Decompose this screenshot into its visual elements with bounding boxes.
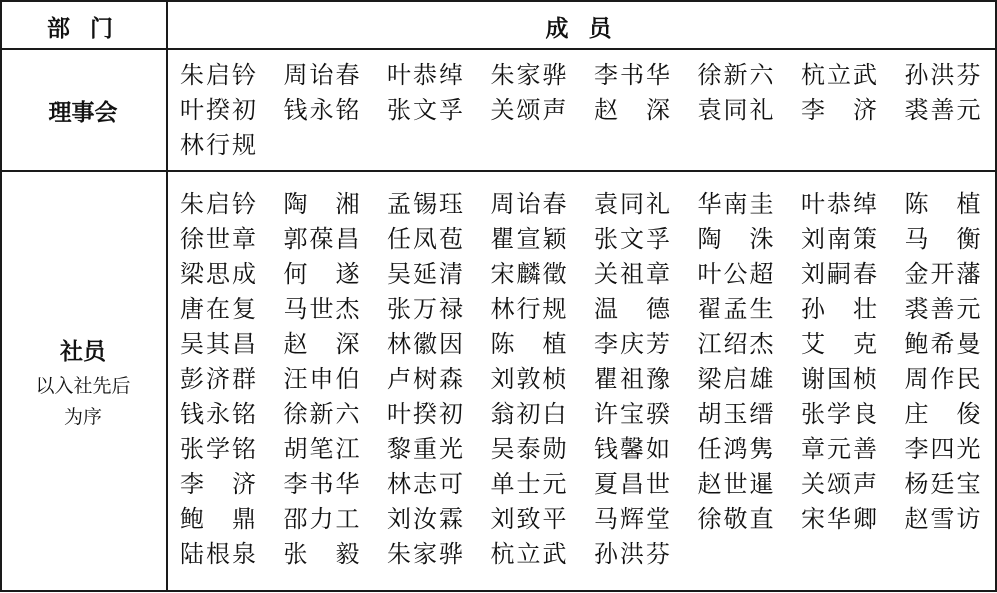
member-name: 钱馨如	[594, 435, 670, 463]
member-name: 李书华	[594, 61, 670, 89]
member-name: 吴泰勋	[490, 435, 567, 463]
member-name: 刘汝霖	[387, 505, 463, 533]
member-name: 汪申伯	[283, 365, 360, 393]
member-name: 刘致平	[490, 505, 567, 533]
member-name: 林行规	[180, 131, 256, 159]
border-bottom	[0, 590, 997, 592]
member-name: 刘敦桢	[490, 365, 567, 393]
society-order-note-1: 以入社先后	[35, 375, 131, 397]
member-name: 陶 洙	[697, 225, 774, 253]
member-name: 鲍希曼	[904, 330, 981, 358]
member-name: 金开藩	[904, 260, 981, 288]
member-name: 温 德	[594, 295, 670, 323]
member-name: 孙 壮	[801, 295, 877, 323]
member-name: 夏昌世	[594, 470, 670, 498]
member-name: 彭济群	[180, 365, 256, 393]
council-names	[180, 58, 997, 163]
member-name: 邵力工	[283, 505, 360, 533]
member-name: 徐世章	[180, 225, 256, 253]
member-name: 许宝骙	[594, 400, 670, 428]
member-name: 林行规	[490, 295, 567, 323]
member-name: 孙洪芬	[904, 61, 981, 89]
member-name: 李 济	[801, 96, 877, 124]
member-name: 胡笔江	[283, 435, 360, 463]
member-name: 谢国桢	[801, 365, 877, 393]
member-name: 李 济	[180, 470, 256, 498]
member-name: 朱启钤	[180, 190, 256, 218]
column-divider	[166, 0, 168, 592]
member-name: 任鸿隽	[697, 435, 774, 463]
member-name: 江绍杰	[697, 330, 774, 358]
member-name: 黎重光	[387, 435, 463, 463]
member-name: 陈 植	[490, 330, 567, 358]
member-name: 叶公超	[697, 260, 774, 288]
member-name: 林徽因	[387, 330, 463, 358]
member-name: 刘南策	[801, 225, 877, 253]
row-divider-council	[0, 170, 997, 172]
member-name: 关祖章	[594, 260, 670, 288]
member-name: 艾 克	[801, 330, 877, 358]
member-name: 杨廷宝	[904, 470, 981, 498]
header-dept: 部 门	[46, 16, 119, 42]
member-name: 杭立武	[801, 61, 877, 89]
member-name: 赵世暹	[697, 470, 774, 498]
member-name: 张文孚	[387, 96, 463, 124]
member-name: 张学良	[801, 400, 877, 428]
member-name: 何 遂	[283, 260, 360, 288]
society-order-note-2: 为序	[63, 406, 102, 428]
member-name: 赵 深	[594, 96, 670, 124]
member-name: 周诒春	[283, 61, 360, 89]
member-name: 李四光	[904, 435, 981, 463]
society-names	[180, 187, 997, 572]
member-name: 徐新六	[697, 61, 774, 89]
member-name: 杭立武	[490, 540, 567, 568]
member-name: 徐新六	[283, 400, 360, 428]
member-name: 裘善元	[904, 295, 981, 323]
member-name: 瞿祖豫	[594, 365, 670, 393]
member-name: 赵 深	[283, 330, 360, 358]
member-name: 朱家骅	[490, 61, 567, 89]
member-name: 李庆芳	[594, 330, 670, 358]
member-name: 宋麟徵	[490, 260, 567, 288]
member-name: 宋华卿	[801, 505, 877, 533]
member-name: 徐敬直	[697, 505, 774, 533]
member-name: 钱永铭	[283, 96, 360, 124]
member-name: 陶 湘	[283, 190, 360, 218]
member-name: 马世杰	[283, 295, 360, 323]
member-name: 梁思成	[180, 260, 256, 288]
member-name: 庄 俊	[904, 400, 981, 428]
member-name: 李书华	[283, 470, 360, 498]
member-name: 张万禄	[387, 295, 463, 323]
member-name: 叶恭绰	[387, 61, 463, 89]
row-divider-header	[0, 48, 997, 50]
member-name: 马辉堂	[594, 505, 670, 533]
member-name: 马 衡	[904, 225, 981, 253]
header-members: 成 员	[545, 16, 618, 42]
society-label: 社员	[60, 339, 106, 365]
member-name: 朱家骅	[387, 540, 463, 568]
member-name: 袁同礼	[594, 190, 670, 218]
member-name: 孙洪芬	[594, 540, 670, 568]
member-name: 卢树森	[387, 365, 463, 393]
member-name: 鲍 鼎	[180, 505, 256, 533]
border-top	[0, 0, 997, 2]
member-name: 周作民	[904, 365, 981, 393]
member-name: 孟锡珏	[387, 190, 463, 218]
member-name: 周诒春	[490, 190, 567, 218]
member-name: 叶揆初	[387, 400, 463, 428]
member-name: 钱永铭	[180, 400, 256, 428]
member-name: 赵雪访	[904, 505, 981, 533]
member-name: 华南圭	[697, 190, 774, 218]
member-name: 吴延清	[387, 260, 463, 288]
member-name: 章元善	[801, 435, 877, 463]
member-name: 朱启钤	[180, 61, 256, 89]
member-name: 翟孟生	[697, 295, 774, 323]
member-name: 吴其昌	[180, 330, 256, 358]
council-label: 理事会	[48, 100, 118, 126]
member-name: 单士元	[490, 470, 567, 498]
member-name: 林志可	[387, 470, 463, 498]
member-name: 裘善元	[904, 96, 981, 124]
member-name: 陆根泉	[180, 540, 256, 568]
member-name: 郭葆昌	[283, 225, 360, 253]
member-name: 叶恭绰	[801, 190, 877, 218]
member-name: 张学铭	[180, 435, 256, 463]
member-name: 唐在复	[180, 295, 256, 323]
member-name: 袁同礼	[697, 96, 774, 124]
member-name: 刘嗣春	[801, 260, 877, 288]
member-name: 任凤苞	[387, 225, 463, 253]
member-name: 陈 植	[904, 190, 981, 218]
member-name: 梁启雄	[697, 365, 774, 393]
member-name: 关颂声	[490, 96, 567, 124]
member-name: 关颂声	[801, 470, 877, 498]
member-name: 翁初白	[490, 400, 567, 428]
member-name: 张文孚	[594, 225, 670, 253]
member-name: 胡玉缙	[697, 400, 774, 428]
member-name: 瞿宣颖	[490, 225, 567, 253]
member-name: 叶揆初	[180, 96, 256, 124]
border-left	[0, 0, 2, 592]
member-name: 张 毅	[283, 540, 360, 568]
